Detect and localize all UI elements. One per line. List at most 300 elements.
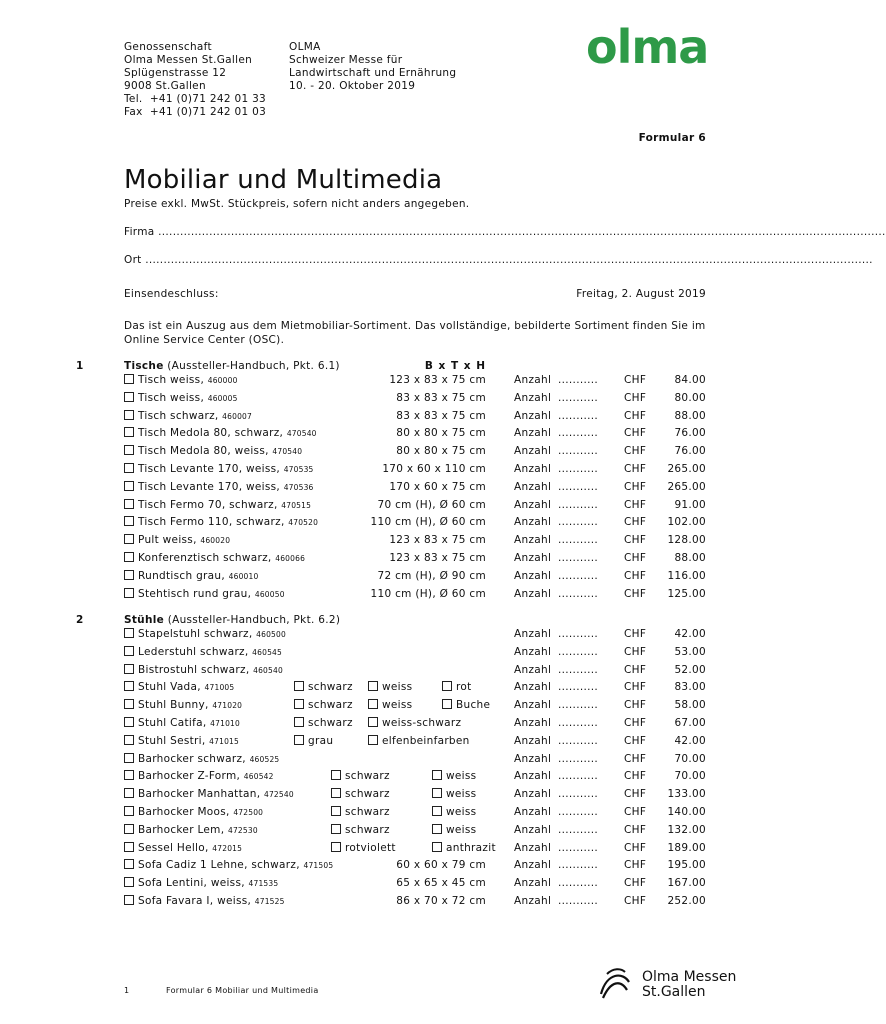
- color-option[interactable]: [432, 770, 476, 782]
- product-price: 116.00: [667, 569, 706, 582]
- section-name: Stühle: [124, 614, 165, 626]
- quantity-input[interactable]: ...........: [558, 628, 599, 640]
- quantity-input[interactable]: ...........: [558, 645, 599, 658]
- product-price: 52.00: [674, 663, 706, 676]
- product-row: [0, 842, 770, 860]
- olma-messen-mark-icon: [597, 966, 633, 1000]
- checkbox-icon[interactable]: [124, 735, 134, 745]
- product-checkbox[interactable]: [124, 392, 238, 404]
- product-dimensions: 110 cm (H), Ø 60 cm: [370, 516, 486, 529]
- color-option-label: schwarz: [345, 806, 390, 818]
- product-name: Barhocker Z-Form,: [138, 770, 241, 783]
- product-row: [0, 699, 770, 717]
- product-checkbox[interactable]: [124, 877, 278, 889]
- color-option-label: schwarz: [308, 699, 353, 712]
- product-dimensions: 170 x 60 x 75 cm: [389, 480, 486, 493]
- checkbox-icon[interactable]: [124, 842, 134, 852]
- product-price: 91.00: [674, 498, 706, 511]
- product-checkbox[interactable]: [124, 534, 230, 546]
- product-row: [0, 735, 770, 753]
- address-line: Tel. +41 (0)71 242 01 33: [124, 93, 267, 105]
- product-dimensions: 72 cm (H), Ø 90 cm: [377, 569, 486, 582]
- currency-label: CHF: [624, 498, 647, 511]
- ort-field[interactable]: [124, 254, 873, 266]
- checkbox-icon[interactable]: [124, 895, 134, 905]
- product-row: [0, 410, 770, 428]
- product-row: [0, 753, 770, 771]
- checkbox-icon[interactable]: [124, 699, 134, 709]
- product-name: Stuhl Sestri,: [138, 734, 206, 747]
- product-name: Tisch Medola 80, schwarz,: [138, 427, 284, 440]
- section-heading: [124, 614, 340, 626]
- product-checkbox[interactable]: [124, 552, 305, 564]
- quantity-label: Anzahl: [514, 841, 552, 854]
- product-code: 460005: [207, 393, 238, 403]
- product-code: 470535: [283, 465, 314, 474]
- firma-dotline: ........................................................................................................................................................................................................: [158, 226, 886, 238]
- quantity-input[interactable]: ...........: [558, 374, 599, 386]
- address-line: Landwirtschaft und Ernährung: [289, 67, 457, 79]
- product-code: 460525: [249, 754, 280, 764]
- checkbox-icon[interactable]: [124, 516, 134, 526]
- color-option-label: schwarz: [345, 788, 390, 801]
- product-dimensions: 80 x 80 x 75 cm: [396, 427, 486, 440]
- color-option-label: weiss: [382, 699, 413, 712]
- color-option-label: weiss: [382, 681, 413, 694]
- product-checkbox[interactable]: [124, 410, 252, 422]
- quantity-label: Anzahl: [514, 391, 552, 404]
- product-checkbox[interactable]: [124, 374, 238, 386]
- product-row: [0, 717, 770, 735]
- color-option[interactable]: [331, 806, 390, 818]
- checkbox-icon[interactable]: [294, 699, 304, 709]
- color-option[interactable]: [432, 788, 476, 800]
- product-dimensions: 123 x 83 x 75 cm: [389, 552, 486, 564]
- product-code: 471525: [254, 897, 285, 906]
- color-option[interactable]: [294, 717, 353, 729]
- product-code: 460500: [256, 630, 286, 639]
- product-code: 460066: [275, 554, 306, 563]
- address-line: Fax +41 (0)71 242 01 03: [124, 106, 267, 118]
- footer-title: Formular 6 Mobiliar und Multimedia: [166, 986, 319, 995]
- product-name: Stuhl Bunny,: [138, 699, 209, 712]
- checkbox-icon[interactable]: [331, 842, 341, 852]
- organizer-address: [124, 41, 266, 119]
- product-checkbox[interactable]: [124, 516, 318, 528]
- product-dimensions: 123 x 83 x 75 cm: [389, 534, 486, 547]
- checkbox-icon[interactable]: [124, 646, 134, 656]
- currency-label: CHF: [624, 391, 647, 404]
- quantity-label: Anzahl: [514, 628, 552, 640]
- address-line: Schweizer Messe für: [289, 54, 403, 66]
- product-checkbox[interactable]: [124, 427, 317, 439]
- product-price: 252.00: [667, 895, 706, 907]
- product-row: [0, 499, 770, 517]
- product-code: 471010: [210, 719, 240, 728]
- product-dimensions: 110 cm (H), Ø 60 cm: [370, 587, 486, 600]
- checkbox-icon[interactable]: [442, 681, 452, 691]
- section-heading: [124, 360, 340, 372]
- color-option[interactable]: [368, 735, 470, 747]
- product-row: [0, 552, 770, 570]
- product-code: 472540: [263, 790, 294, 800]
- checkbox-icon[interactable]: [432, 770, 442, 780]
- footer-brand-line2: St.Gallen: [642, 984, 706, 1000]
- price-note: Preise exkl. MwSt. Stückpreis, sofern nicht anders angegeben.: [124, 198, 470, 210]
- quantity-input[interactable]: ...........: [558, 663, 599, 676]
- checkbox-icon[interactable]: [368, 681, 378, 691]
- color-option[interactable]: [331, 770, 390, 782]
- dimension-header: B x T x H: [424, 360, 486, 372]
- product-checkbox[interactable]: [124, 788, 294, 800]
- quantity-input[interactable]: ...........: [558, 480, 599, 493]
- quantity-input[interactable]: ...........: [558, 391, 599, 404]
- quantity-input[interactable]: ...........: [558, 409, 599, 422]
- checkbox-icon[interactable]: [124, 806, 134, 816]
- checkbox-icon[interactable]: [124, 392, 134, 402]
- checkbox-icon[interactable]: [432, 806, 442, 816]
- product-checkbox[interactable]: [124, 499, 311, 511]
- product-checkbox[interactable]: [124, 735, 239, 747]
- product-name: Stehtisch rund grau,: [138, 587, 252, 600]
- quantity-input[interactable]: ...........: [558, 552, 599, 564]
- product-checkbox[interactable]: [124, 481, 314, 493]
- product-name: Sofa Favara I, weiss,: [138, 895, 252, 907]
- firma-label: Firma: [124, 226, 155, 238]
- color-option[interactable]: [432, 824, 476, 836]
- product-code: 460545: [252, 647, 282, 657]
- product-checkbox[interactable]: [124, 570, 258, 582]
- color-option-label: weiss: [446, 788, 477, 801]
- checkbox-icon[interactable]: [432, 842, 442, 852]
- checkbox-icon[interactable]: [124, 859, 134, 869]
- product-price: 265.00: [667, 480, 706, 493]
- section-ref: (Aussteller-Handbuch, Pkt. 6.1): [163, 360, 340, 372]
- product-name: Tisch schwarz,: [138, 409, 219, 422]
- product-row: [0, 681, 770, 699]
- quantity-input[interactable]: ...........: [558, 841, 599, 854]
- product-checkbox[interactable]: [124, 842, 242, 854]
- product-price: 167.00: [667, 877, 706, 890]
- color-option[interactable]: [368, 717, 461, 729]
- quantity-label: Anzahl: [514, 427, 552, 440]
- checkbox-icon[interactable]: [368, 735, 378, 745]
- product-code: 471505: [303, 861, 334, 871]
- ort-label: Ort: [124, 254, 142, 266]
- quantity-label: Anzahl: [514, 587, 552, 600]
- product-name: Barhocker Moos,: [138, 806, 230, 818]
- quantity-input[interactable]: ...........: [558, 498, 599, 511]
- checkbox-icon[interactable]: [124, 681, 134, 691]
- checkbox-icon[interactable]: [124, 877, 134, 887]
- color-option[interactable]: [368, 681, 412, 693]
- quantity-input[interactable]: ...........: [558, 587, 599, 600]
- quantity-input[interactable]: ...........: [558, 770, 599, 783]
- product-price: 70.00: [674, 752, 706, 765]
- color-option[interactable]: [294, 735, 333, 747]
- checkbox-icon[interactable]: [124, 788, 134, 798]
- checkbox-icon[interactable]: [124, 499, 134, 509]
- product-checkbox[interactable]: [124, 895, 285, 907]
- currency-label: CHF: [624, 552, 647, 564]
- product-checkbox[interactable]: [124, 824, 258, 836]
- quantity-input[interactable]: ...........: [558, 569, 599, 582]
- product-row: [0, 877, 770, 895]
- product-checkbox[interactable]: [124, 753, 279, 765]
- product-code: 460050: [254, 589, 285, 599]
- color-option[interactable]: [331, 824, 390, 836]
- product-row: [0, 788, 770, 806]
- checkbox-icon[interactable]: [124, 570, 134, 580]
- currency-label: CHF: [624, 699, 647, 712]
- checkbox-icon[interactable]: [124, 374, 134, 384]
- product-price: 42.00: [674, 734, 706, 747]
- currency-label: CHF: [624, 628, 647, 640]
- quantity-label: Anzahl: [514, 895, 552, 907]
- product-name: Tisch weiss,: [138, 374, 205, 386]
- quantity-input[interactable]: ...........: [558, 823, 599, 836]
- checkbox-icon[interactable]: [432, 788, 442, 798]
- product-price: 195.00: [667, 859, 706, 872]
- quantity-input[interactable]: ...........: [558, 895, 599, 907]
- checkbox-icon[interactable]: [294, 735, 304, 745]
- color-option[interactable]: [432, 806, 476, 818]
- product-code: 460000: [207, 376, 238, 385]
- quantity-input[interactable]: ...........: [558, 877, 599, 890]
- product-row: [0, 770, 770, 788]
- color-option-label: anthrazit: [446, 841, 496, 854]
- color-option[interactable]: [294, 699, 353, 711]
- product-row: [0, 374, 770, 392]
- color-option[interactable]: [432, 842, 496, 854]
- product-code: 471020: [212, 701, 243, 711]
- quantity-label: Anzahl: [514, 877, 552, 890]
- checkbox-icon[interactable]: [294, 681, 304, 691]
- ort-dotline: ........................................................................................................................................................................................................: [145, 254, 873, 266]
- color-option[interactable]: [331, 788, 390, 800]
- quantity-label: Anzahl: [514, 717, 552, 729]
- product-checkbox[interactable]: [124, 588, 285, 600]
- product-dimensions: 80 x 80 x 75 cm: [396, 445, 486, 458]
- currency-label: CHF: [624, 806, 647, 818]
- product-price: 128.00: [667, 534, 706, 547]
- color-option-label: schwarz: [345, 823, 390, 836]
- product-checkbox[interactable]: [124, 859, 333, 871]
- quantity-label: Anzahl: [514, 552, 552, 564]
- color-option-label: schwarz: [308, 681, 353, 694]
- color-option-label: rotviolett: [345, 841, 396, 854]
- product-price: 80.00: [674, 391, 706, 404]
- currency-label: CHF: [624, 663, 647, 676]
- product-code: 471005: [204, 683, 235, 693]
- currency-label: CHF: [624, 445, 647, 458]
- product-price: 70.00: [674, 770, 706, 783]
- product-price: 53.00: [674, 645, 706, 658]
- intro-text: Das ist ein Auszug aus dem Mietmobiliar-Sortiment. Das vollständige, bebilderte Sortiment finden Sie im Online Service Center (OSC).: [124, 320, 706, 346]
- checkbox-icon[interactable]: [124, 753, 134, 763]
- product-checkbox[interactable]: [124, 770, 274, 782]
- quantity-input[interactable]: ...........: [558, 788, 599, 801]
- quantity-input[interactable]: ...........: [558, 734, 599, 747]
- product-name: Stuhl Vada,: [138, 681, 201, 694]
- product-checkbox[interactable]: [124, 628, 286, 640]
- product-checkbox[interactable]: [124, 445, 302, 457]
- product-code: 460542: [243, 772, 274, 782]
- product-row: [0, 646, 770, 664]
- product-checkbox[interactable]: [124, 646, 282, 658]
- color-option[interactable]: [294, 681, 353, 693]
- quantity-label: Anzahl: [514, 663, 552, 676]
- product-name: Konferenztisch schwarz,: [138, 552, 272, 564]
- currency-label: CHF: [624, 717, 647, 729]
- quantity-label: Anzahl: [514, 699, 552, 712]
- product-row: [0, 427, 770, 445]
- product-code: 470536: [283, 482, 314, 492]
- product-name: Sofa Lentini, weiss,: [138, 877, 245, 890]
- checkbox-icon[interactable]: [124, 552, 134, 562]
- quantity-label: Anzahl: [514, 788, 552, 801]
- checkbox-icon[interactable]: [124, 463, 134, 473]
- product-name: Tisch Levante 170, weiss,: [138, 480, 281, 493]
- product-name: Bistrostuhl schwarz,: [138, 663, 250, 676]
- product-name: Tisch Fermo 70, schwarz,: [138, 498, 278, 511]
- product-price: 67.00: [674, 717, 706, 729]
- fair-info: [289, 41, 456, 93]
- product-checkbox[interactable]: [124, 717, 240, 729]
- quantity-input[interactable]: ...........: [558, 699, 599, 712]
- firma-field[interactable]: [124, 226, 886, 238]
- product-checkbox[interactable]: [124, 681, 234, 693]
- deadline-value: Freitag, 2. August 2019: [576, 288, 706, 300]
- product-row: [0, 824, 770, 842]
- quantity-input[interactable]: ...........: [558, 534, 599, 547]
- quantity-input[interactable]: ...........: [558, 445, 599, 458]
- product-row: [0, 481, 770, 499]
- product-code: 470540: [272, 447, 303, 457]
- product-name: Tisch weiss,: [138, 391, 205, 404]
- currency-label: CHF: [624, 480, 647, 493]
- product-dimensions: 60 x 60 x 79 cm: [396, 859, 486, 872]
- product-code: 472530: [227, 825, 258, 835]
- address-line: 10. - 20. Oktober 2019: [289, 80, 416, 92]
- checkbox-icon[interactable]: [432, 824, 442, 834]
- color-option[interactable]: [331, 842, 396, 854]
- product-dimensions: 83 x 83 x 75 cm: [396, 409, 486, 422]
- checkbox-icon[interactable]: [124, 717, 134, 727]
- product-name: Tisch Fermo 110, schwarz,: [138, 516, 285, 529]
- checkbox-icon[interactable]: [442, 699, 452, 709]
- product-code: 460007: [222, 411, 253, 421]
- product-row: [0, 664, 770, 682]
- checkbox-icon[interactable]: [124, 410, 134, 420]
- footer-brand-line1: Olma Messen: [642, 969, 737, 985]
- color-option-label: weiss: [446, 770, 477, 783]
- currency-label: CHF: [624, 516, 647, 529]
- product-row: [0, 628, 770, 646]
- currency-label: CHF: [624, 895, 647, 907]
- currency-label: CHF: [624, 752, 647, 765]
- color-option[interactable]: [368, 699, 412, 711]
- address-line: OLMA: [289, 41, 321, 53]
- quantity-input[interactable]: ...........: [558, 717, 599, 729]
- color-option[interactable]: [442, 699, 490, 711]
- checkbox-icon[interactable]: [331, 770, 341, 780]
- quantity-input[interactable]: ...........: [558, 681, 599, 694]
- checkbox-icon[interactable]: [124, 770, 134, 780]
- checkbox-icon[interactable]: [124, 427, 134, 437]
- product-price: 132.00: [667, 823, 706, 836]
- checkbox-icon[interactable]: [124, 534, 134, 544]
- product-code: 460020: [200, 536, 231, 546]
- currency-label: CHF: [624, 823, 647, 836]
- product-code: 470540: [286, 429, 317, 439]
- product-row: [0, 534, 770, 552]
- product-checkbox[interactable]: [124, 806, 263, 818]
- currency-label: CHF: [624, 409, 647, 422]
- product-price: 88.00: [674, 409, 706, 422]
- product-checkbox[interactable]: [124, 699, 242, 711]
- product-price: 76.00: [674, 427, 706, 440]
- quantity-label: Anzahl: [514, 480, 552, 493]
- product-dimensions: 86 x 70 x 72 cm: [396, 895, 486, 907]
- quantity-label: Anzahl: [514, 752, 552, 765]
- checkbox-icon[interactable]: [294, 717, 304, 727]
- product-dimensions: 65 x 65 x 45 cm: [396, 877, 486, 890]
- product-price: 88.00: [674, 552, 706, 564]
- checkbox-icon[interactable]: [368, 699, 378, 709]
- currency-label: CHF: [624, 788, 647, 801]
- quantity-input[interactable]: ...........: [558, 752, 599, 765]
- quantity-input[interactable]: ...........: [558, 806, 599, 818]
- footer-brand: [642, 970, 736, 1000]
- checkbox-icon[interactable]: [124, 588, 134, 598]
- color-option[interactable]: [442, 681, 472, 693]
- color-option-label: elfenbeinfarben: [382, 734, 470, 747]
- product-code: 460010: [228, 571, 259, 581]
- product-price: 133.00: [667, 788, 706, 801]
- checkbox-icon[interactable]: [124, 481, 134, 491]
- checkbox-icon[interactable]: [368, 717, 378, 727]
- quantity-label: Anzahl: [514, 569, 552, 582]
- checkbox-icon[interactable]: [331, 824, 341, 834]
- product-row: [0, 463, 770, 481]
- product-checkbox[interactable]: [124, 664, 283, 676]
- quantity-input[interactable]: ...........: [558, 427, 599, 440]
- product-code: 472015: [212, 843, 243, 853]
- product-code: 470520: [288, 518, 319, 528]
- product-checkbox[interactable]: [124, 463, 314, 475]
- quantity-input[interactable]: ...........: [558, 516, 599, 529]
- product-name: Stapelstuhl schwarz,: [138, 628, 253, 640]
- checkbox-icon[interactable]: [124, 628, 134, 638]
- checkbox-icon[interactable]: [331, 788, 341, 798]
- quantity-label: Anzahl: [514, 859, 552, 872]
- currency-label: CHF: [624, 534, 647, 547]
- address-line: 9008 St.Gallen: [124, 80, 206, 92]
- checkbox-icon[interactable]: [124, 664, 134, 674]
- checkbox-icon[interactable]: [124, 445, 134, 455]
- quantity-input[interactable]: ...........: [558, 859, 599, 872]
- product-row: [0, 570, 770, 588]
- checkbox-icon[interactable]: [331, 806, 341, 816]
- currency-label: CHF: [624, 569, 647, 582]
- product-name: Sofa Cadiz 1 Lehne, schwarz,: [138, 859, 300, 872]
- checkbox-icon[interactable]: [124, 824, 134, 834]
- quantity-input[interactable]: ...........: [558, 463, 599, 475]
- currency-label: CHF: [624, 681, 647, 694]
- quantity-label: Anzahl: [514, 409, 552, 422]
- currency-label: CHF: [624, 645, 647, 658]
